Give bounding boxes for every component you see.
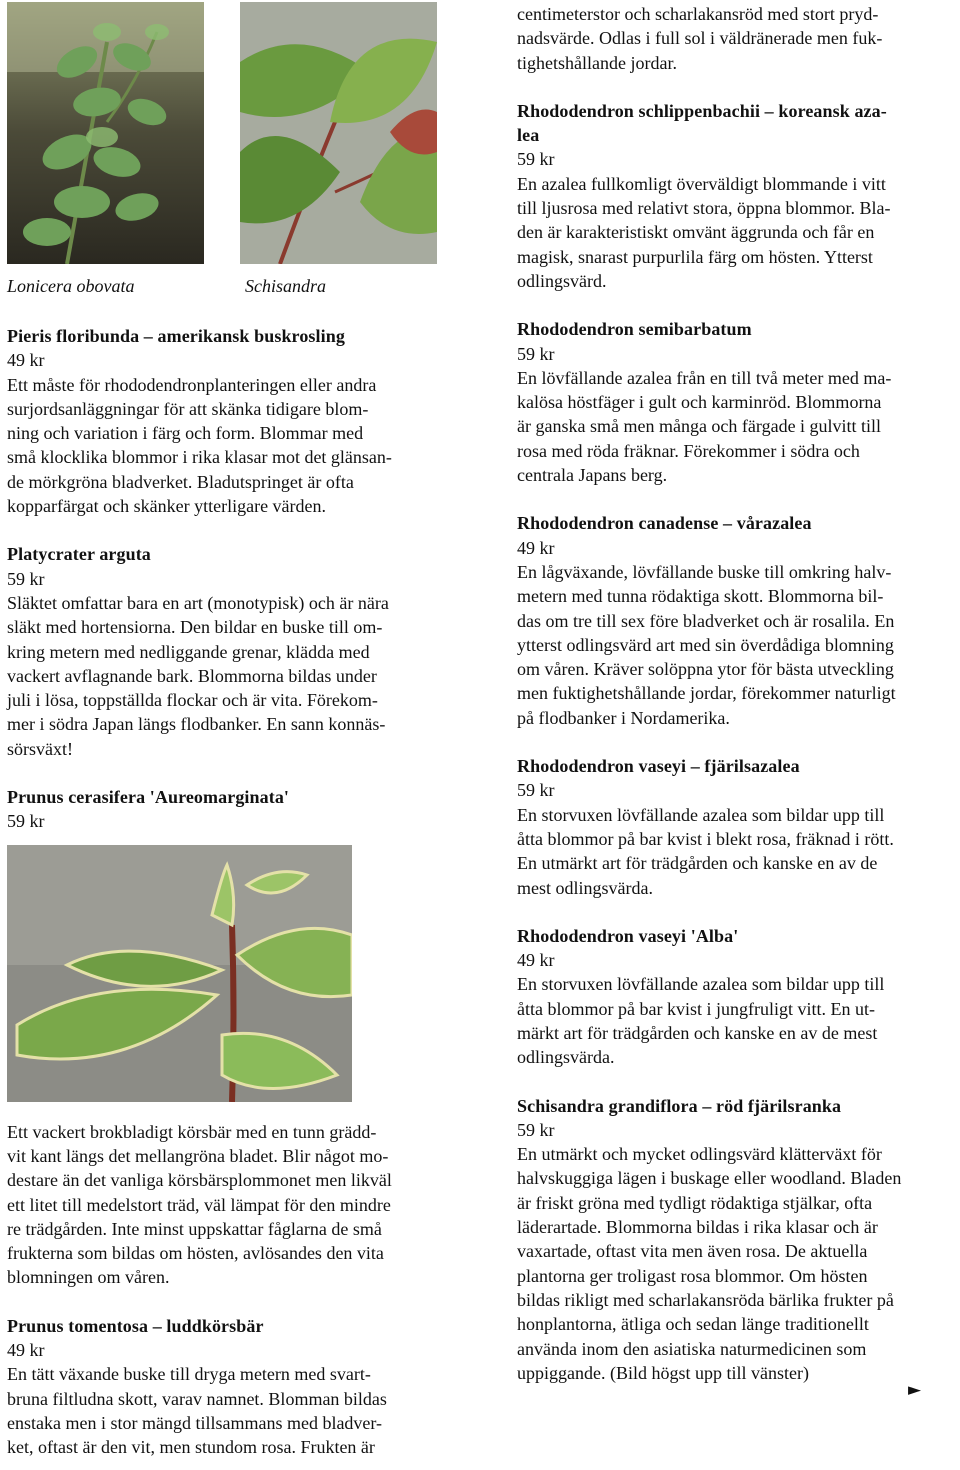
product-entry-rhododendron-vaseyi-alba	[517, 924, 959, 1070]
description-line: plantorna ger troligast rosa blommor. Om hösten	[517, 1265, 868, 1286]
description-line: odlingsvärda.	[517, 1047, 615, 1068]
description-line: rosa med röda fräknar. Förekommer i södra och	[517, 440, 860, 461]
product-title: Pieris floribunda – amerikansk buskrosling	[7, 326, 345, 346]
product-description	[517, 172, 959, 293]
product-price: 59 kr	[517, 149, 555, 170]
caption-schisandra: Schisandra	[245, 276, 326, 296]
description-line: ket, oftast är den vit, men stundom rosa. Frukten är	[7, 1437, 375, 1458]
description-line: mer i södra Japan längs flodbanker. En sann konnäs-	[7, 714, 386, 735]
product-entry-pieris-floribunda	[7, 324, 457, 518]
description-line: bildas rikligt med scharlakansröda bärlika frukter på	[517, 1289, 894, 1310]
description-line: honplantorna, ätliga och sedan länge traditionellt	[517, 1314, 869, 1335]
description-line: En storvuxen lövfällande azalea som bildar upp till	[517, 974, 885, 995]
product-description	[7, 373, 457, 519]
description-line: den är karakteristiskt omvänt äggrunda och får en	[517, 222, 875, 243]
product-description	[517, 1142, 959, 1385]
product-title: Prunus tomentosa – luddkörsbär	[7, 1315, 264, 1336]
title-line: lea	[517, 125, 540, 146]
description-line: ning och variation i färg och form. Blommar med	[7, 423, 364, 444]
product-entry-rhododendron-vaseyi	[517, 754, 959, 900]
product-title: Platycrater arguta	[7, 544, 151, 565]
description-line: ett litet till medelstort träd, väl lämpat för den mindre	[7, 1194, 391, 1215]
product-entry-rhododendron-semibarbatum	[517, 317, 959, 487]
description-line: re trädgården. Inte minst uppskattar fåglarna de små	[7, 1218, 382, 1239]
description-line: Ett vackert brokbladigt körsbär med en tunn grädd-	[7, 1121, 377, 1142]
description-line: på flodbanker i Nordamerika.	[517, 707, 730, 728]
description-line: är friskt gröna med tydligt rödaktiga stjälkar, ofta	[517, 1192, 873, 1213]
title-line: Rhododendron schlippenbachii – koreansk aza-	[517, 100, 887, 121]
description-line: vaxartade, oftast vita men även rosa. De aktuella	[517, 1241, 868, 1262]
description-line: mest odlingsvärda.	[517, 877, 653, 898]
description-line: till ljusrosa med relativt stora, öppna blommor. Bla-	[517, 198, 891, 219]
description-line: En utmärkt art för trädgården och kanske en av de	[517, 853, 878, 874]
description-line: magisk, snarast purpurlila färg om hösten. Ytterst	[517, 246, 873, 267]
product-description	[7, 1120, 457, 1290]
product-description	[7, 591, 457, 761]
product-title: Rhododendron vaseyi – fjärilsazalea	[517, 756, 800, 777]
description-line: kopparfärgat och skänker ytterligare värden.	[7, 496, 327, 517]
description-line: släkt med hortensiorna. Den bildar en buske till om-	[7, 617, 383, 638]
product-price: 59 kr	[7, 568, 45, 589]
product-title: Rhododendron semibarbatum	[517, 319, 752, 340]
description-line: vackert avflagnande bark. Blommorna bildas under	[7, 665, 377, 686]
right-column	[517, 2, 959, 1409]
description-line: tighetshållande jordar.	[517, 52, 677, 73]
product-price: 49 kr	[517, 950, 555, 971]
product-entry-rhododendron-canadense	[517, 511, 959, 730]
description-line: Ett måste för rhododendronplanteringen eller andra	[7, 374, 377, 395]
product-price: 59 kr	[517, 343, 555, 364]
description-line: enstaka men i stor mängd tillsammans med bladver-	[7, 1412, 383, 1433]
product-price: 49 kr	[7, 1340, 45, 1361]
product-price: 49 kr	[517, 537, 555, 558]
left-column	[7, 0, 457, 1470]
product-description	[517, 803, 959, 900]
product-entry-prunus-tomentosa	[7, 1314, 457, 1460]
description-line: små klocklika blommor i rika klasar mot det glänsan-	[7, 447, 392, 468]
product-entry-continuation	[517, 2, 959, 75]
product-price: 59 kr	[517, 1119, 555, 1140]
description-line: das om tre till sex före bladverket och är rosalila. En	[517, 610, 895, 631]
product-title	[517, 99, 959, 148]
description-line: kring metern med nedliggande grenar, klädda med	[7, 641, 370, 662]
description-line: En utmärkt och mycket odlingsvärd klätterväxt för	[517, 1144, 882, 1165]
description-line: är ganska små men många och färgade i gulvitt till	[517, 416, 882, 437]
description-line: åtta blommor på bar kvist i blekt rosa, fräknad i rött.	[517, 828, 894, 849]
description-line: En lågväxande, lövfällande buske till omkring halv-	[517, 561, 892, 582]
description-line: En storvuxen lövfällande azalea som bildar upp till	[517, 804, 885, 825]
product-entry-platycrater-arguta	[7, 542, 457, 761]
description-line: ytterst odlingsvärd art med sin överdådiga blomning	[517, 634, 894, 655]
description-line: bruna filtludna skott, varav namnet. Blomman bildas	[7, 1388, 387, 1409]
product-price: 59 kr	[7, 811, 45, 832]
product-description	[7, 1362, 457, 1459]
product-price: 59 kr	[517, 780, 555, 801]
description-line: odlingsvärd.	[517, 270, 607, 291]
description-line: läderartade. Blommorna bildas i rika klasar och är	[517, 1217, 878, 1238]
description-line: centimeterstor och scharlakansröd med stort pryd-	[517, 4, 879, 24]
description-line: halvskuggiga lägen i buskage eller woodland. Bladen	[517, 1168, 902, 1189]
description-line: blomningen om våren.	[7, 1267, 170, 1288]
description-line: använda inom den asiatiska naturmedicinen som	[517, 1338, 867, 1359]
description-line: Släktet omfattar bara en art (monotypisk) och är nära	[7, 592, 389, 613]
product-price: 49 kr	[7, 350, 45, 371]
product-entry-prunus-cerasifera	[7, 785, 457, 1290]
next-page-arrow-icon[interactable]: ►	[908, 1380, 922, 1400]
description-line: centrala Japans berg.	[517, 465, 668, 486]
description-line: En tätt växande buske till dryga metern med svart-	[7, 1364, 371, 1385]
caption-lonicera-obovata: Lonicera obovata	[7, 276, 135, 296]
product-entry-schisandra-grandiflora	[517, 1094, 959, 1386]
product-entry-rhododendron-schlippenbachii	[517, 99, 959, 293]
product-title: Schisandra grandiflora – röd fjärilsranka	[517, 1095, 842, 1116]
description-line: En lövfällande azalea från en till två meter med ma-	[517, 367, 892, 388]
description-line: nadsvärde. Odlas i full sol i väldränerade men fuk-	[517, 28, 883, 49]
product-description	[517, 2, 959, 75]
description-line: juli i lösa, toppställda flockar och är vita. Förekom-	[7, 690, 378, 711]
product-title: Rhododendron vaseyi 'Alba'	[517, 925, 739, 946]
product-description	[517, 366, 959, 487]
product-title: Rhododendron canadense – vårazalea	[517, 513, 812, 534]
description-line: åtta blommor på bar kvist i jungfruligt vitt. En ut-	[517, 998, 875, 1019]
description-line: om våren. Kräver solöppna ytor för bästa utveckling	[517, 659, 894, 680]
description-line: frukterna som bildas om hösten, avlösandes den vita	[7, 1243, 384, 1264]
description-line: sörsväxt!	[7, 738, 73, 759]
description-line: vit kant längs det mellangröna bladet. Blir något mo-	[7, 1145, 389, 1166]
product-description	[517, 972, 959, 1069]
description-line: kalösa höstfäger i gult och karminröd. Blommorna	[517, 392, 882, 413]
description-line: uppiggande. (Bild högst upp till vänster)	[517, 1362, 809, 1383]
description-line: destare än det vanliga körsbärsplommonet men likväl	[7, 1170, 392, 1191]
product-description	[517, 560, 959, 730]
product-title: Prunus cerasifera 'Aureomarginata'	[7, 787, 290, 808]
description-line: men fuktighetshållande jordar, förekommer naturligt	[517, 683, 896, 704]
description-line: En azalea fullkomligt överväldigt blommande i vitt	[517, 173, 886, 194]
description-line: metern med tunna rödaktiga skott. Blommorna bil-	[517, 586, 884, 607]
description-line: surjordsanläggningar för att skänka tidigare blom-	[7, 398, 369, 419]
description-line: de mörkgröna bladverket. Bladutspringet är ofta	[7, 471, 354, 492]
description-line: märkt art för trädgården och kanske en av de mest	[517, 1022, 878, 1043]
